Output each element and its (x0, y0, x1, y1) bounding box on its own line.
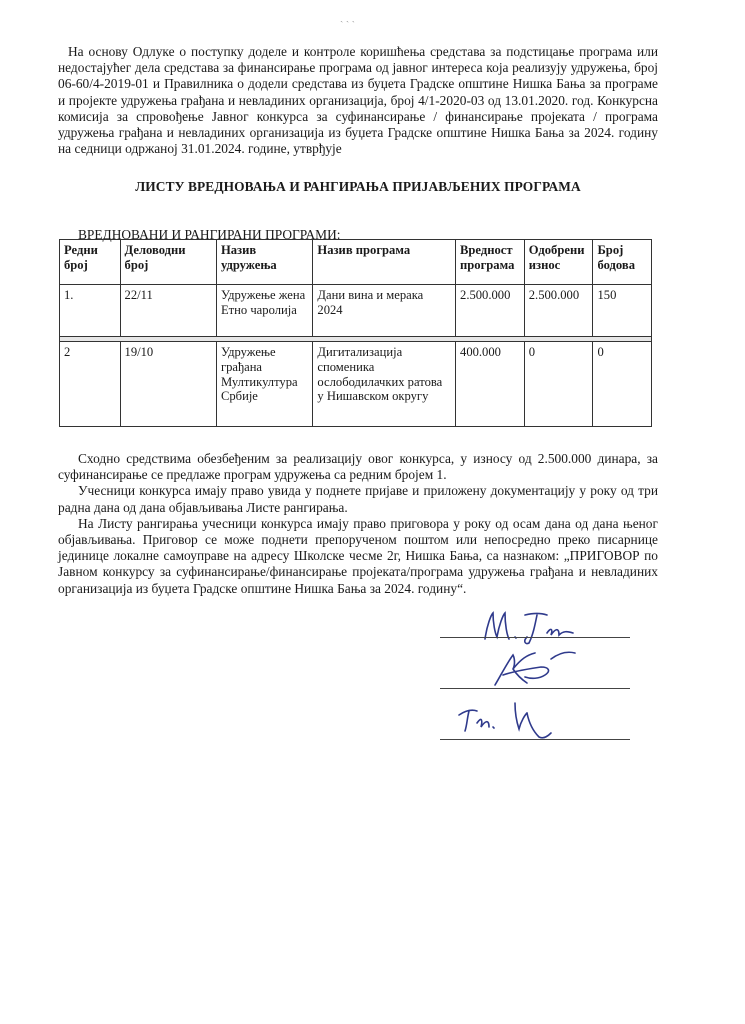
signature-line (440, 739, 630, 740)
header-reference-number: Деловодни број (120, 240, 216, 285)
document-title: ЛИСТУ ВРЕДНОВАЊА И РАНГИРАЊА ПРИЈАВЉЕНИХ ПРОГРАМА (135, 179, 581, 194)
table-header-row (60, 240, 652, 285)
header-program-name: Назив програма (313, 240, 456, 285)
table-row (60, 342, 652, 427)
cell-program-value: 400.000 (456, 342, 525, 427)
header-points: Број бодова (593, 240, 652, 285)
ranking-table (59, 239, 652, 427)
cell-program-value: 2.500.000 (456, 285, 525, 337)
cell-ordinal: 1. (60, 285, 121, 337)
conclusion-paragraph: Сходно средствима обезбеђеним за реализацију овог конкурса, у износу од 2.500.000 динара, за суфинансирање се предлаже програм удружења са редним бројем 1. (58, 451, 658, 483)
conclusion-paragraph: На Листу рангирања учесници конкурса имају право приговора у року од осам дана од дана њеног објављивања. Приговор се може поднети препорученом поштом или непосредно преко писарнице јединице локалне самоуправе на адресу Школске чесме 2г, Нишка Бања, са назнаком: „ПРИГОВОР по Јавном конкурсу за суфинансирање/финансирање пројеката/програма удружења грађана и невладиних организација из буџета Градске општине Нишка Бања за 2024. годину“. (58, 515, 658, 596)
signature-line (440, 688, 630, 689)
header-approved-amount: Одобрени износ (524, 240, 593, 285)
conclusion-section (58, 451, 658, 597)
cell-program-name: Дигитализација споменика ослободилачких ратова у Нишавском округу (313, 342, 456, 427)
table-row (60, 285, 652, 337)
table-caption: ВРЕДНОВАНИ И РАНГИРАНИ ПРОГРАМИ: (78, 227, 341, 242)
header-program-value: Вредност програма (456, 240, 525, 285)
cell-points: 0 (593, 342, 652, 427)
signature-1-icon (455, 603, 595, 647)
header-association-name: Назив удружења (216, 240, 312, 285)
cell-approved-amount: 0 (524, 342, 593, 427)
cell-program-name: Дани вина и мерака 2024 (313, 285, 456, 337)
cell-association-name: Удружење грађана Мултикултура Србије (216, 342, 312, 427)
intro-paragraph: На основу Одлуке о поступку доделе и контроле коришћења средстава за подстицање програма или недостајућег дела средстава за финансирање програма од јавног интереса која реализују удружења, број 06-60/4-2019-01 и Правилника о додели средстава из буџета Градске општине Нишка Бања за програме и пројекте удружења грађана и невладиних организација, број 4/1-2020-03 од 13.01.2020. год. Конкурсна комисија за спровођење Јавног конкурса за суфинансирање / финансирање пројеката / програма удружења грађана и невладиних организација из буџета Градске општине Нишка Бања за 2024. годину на седници одржаној 31.01.2024. године, утврђује (58, 44, 658, 157)
cell-association-name: Удружење жена Етно чаролија (216, 285, 312, 337)
cell-ordinal: 2 (60, 342, 121, 427)
scan-mark: ˏ ˎ ˏ (340, 12, 355, 23)
cell-approved-amount: 2.500.000 (524, 285, 593, 337)
cell-reference-number: 19/10 (120, 342, 216, 427)
header-ordinal: Редни број (60, 240, 121, 285)
signature-line (440, 637, 630, 638)
signature-3-icon (455, 697, 595, 741)
signature-2-icon (455, 645, 595, 689)
cell-points: 150 (593, 285, 652, 337)
cell-reference-number: 22/11 (120, 285, 216, 337)
conclusion-paragraph: Учесници конкурса имају право увида у поднете пријаве и приложену документацију у року од три радна дана од дана објављивања Листе рангирања. (58, 483, 658, 515)
